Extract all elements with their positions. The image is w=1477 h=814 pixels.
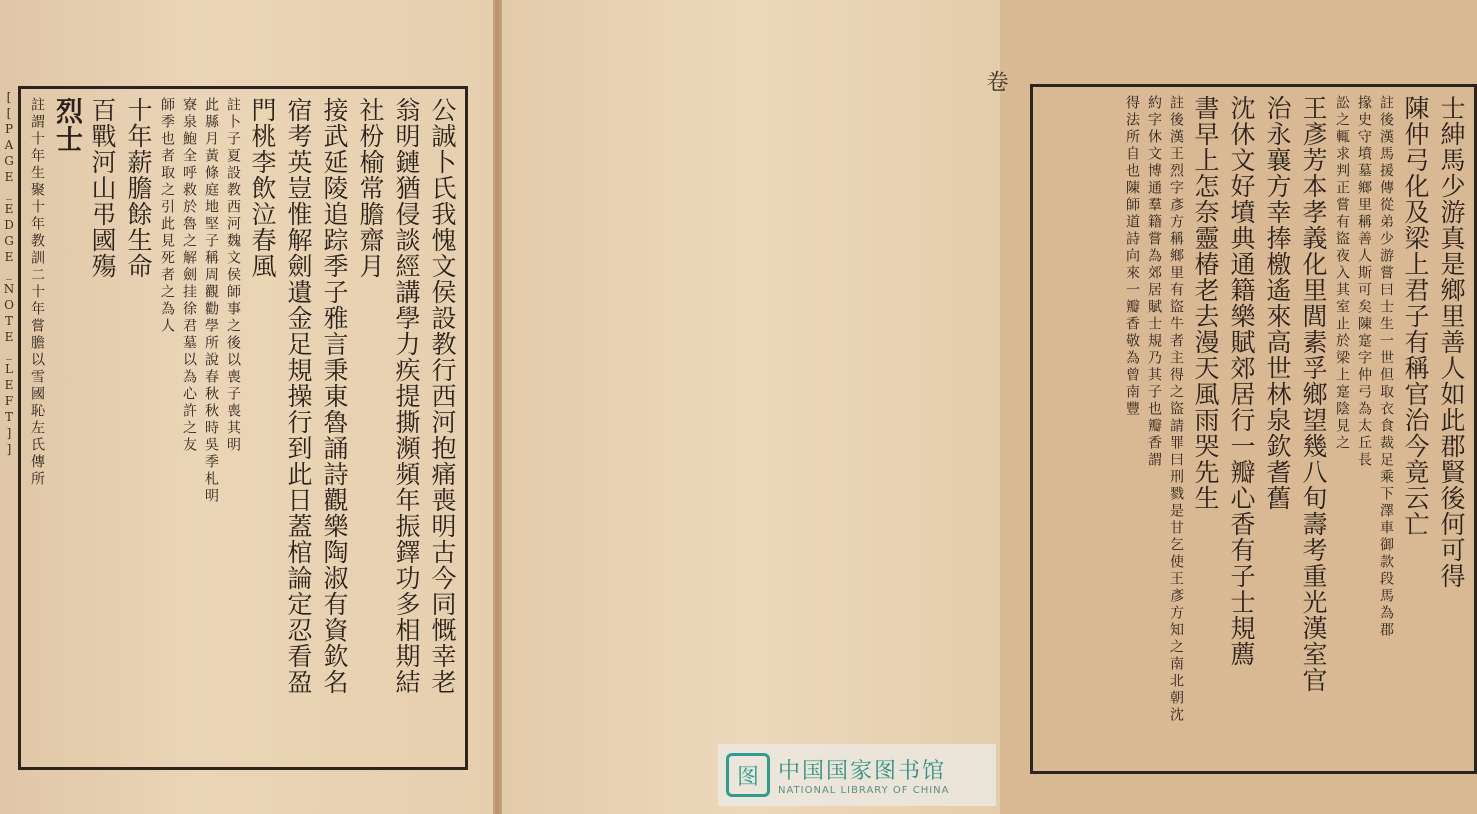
left-text-column: 宿考英豈惟解劍遺金足規操行到此日蓋棺論定忍看盈 bbox=[284, 97, 313, 695]
left-text-column: 社枌榆常膽齋月 bbox=[356, 97, 385, 279]
left-text-column: 寮泉鮑全呼救於魯之解劍挂徐君墓以為心許之友 bbox=[181, 97, 197, 454]
right-text-column: 約字休文博通羣籍嘗為郊居賦士規乃其子也瓣香謂 bbox=[1146, 95, 1162, 469]
right-text-column: 掾史守墳墓鄉里稱善人斯可矣陳寔字仲弓為太丘長 bbox=[1356, 95, 1372, 469]
library-watermark bbox=[718, 744, 996, 806]
right-text-column: 陳仲弓化及梁上君子有稱官治今竟云亡 bbox=[1401, 95, 1430, 537]
left-text-column: 百戰河山弔國殤 bbox=[88, 97, 117, 279]
right-columns bbox=[1041, 95, 1466, 763]
left-text-column: 公誠卜氏我愧文侯設教行西河抱痛喪明古今同慨幸老 bbox=[428, 97, 457, 695]
book-gutter bbox=[493, 0, 502, 814]
library-logo-icon: 图 bbox=[726, 753, 770, 797]
left-margin-note: [[PAGE_EDGE_NOTE_LEFT]] bbox=[2, 90, 16, 458]
left-text-column: 接武延陵追踪季子雅言秉東魯誦詩觀樂陶淑有資欽名 bbox=[320, 97, 349, 695]
left-text-column: 註謂十年生聚十年教訓二十年嘗膽以雪國恥左氏傳所 bbox=[29, 97, 45, 488]
left-text-column: 門桃李飲泣春風 bbox=[248, 97, 277, 279]
left-text-column: 十年薪膽餘生命 bbox=[124, 97, 153, 279]
watermark-chinese: 中国国家图书馆 bbox=[778, 759, 947, 784]
right-text-column: 沈休文好墳典通籍樂賦郊居行一瓣心香有子士規薦 bbox=[1227, 95, 1256, 667]
right-text-column: 王彥芳本孝義化里閭素孚鄉望幾八旬壽考重光漢室官 bbox=[1299, 95, 1328, 693]
left-text-column: 師季也者取之引此見死者之為人 bbox=[159, 97, 175, 335]
right-text-frame bbox=[1030, 84, 1477, 774]
left-text-column: 註卜子夏設教西河魏文侯師事之後以喪子喪其明 bbox=[225, 97, 241, 454]
left-text-frame bbox=[18, 86, 468, 770]
right-text-column: 書早上怎奈靈椿老去漫天風雨哭先生 bbox=[1191, 95, 1220, 511]
right-text-column: 註後漢馬援傳從弟少游嘗曰士生一世但取衣食裁足乘下澤車御款段馬為郡 bbox=[1378, 95, 1394, 639]
left-text-column: 烈士 bbox=[51, 97, 82, 153]
watermark-english: NATIONAL LIBRARY OF CHINA bbox=[778, 785, 950, 796]
right-text-column: 士紳馬少游真是鄉里善人如此郡賢後何可得 bbox=[1437, 95, 1466, 589]
right-text-column: 得法所自也陳師道詩向來一瓣香敬為曾南豐 bbox=[1124, 95, 1140, 418]
left-text-column: 翁明鏈猶侵談經講學力疾提撕瀕頻年振鐸功多相期結 bbox=[392, 97, 421, 695]
right-page bbox=[502, 0, 1466, 814]
left-text-column: 此縣月黃條庭地堅子稱周觀勸學所說春秋秋時吳季札明 bbox=[203, 97, 219, 505]
right-margin-note: 卷 bbox=[983, 70, 1008, 92]
right-text-column: 治永襄方幸捧檄遙來高世林泉欽耆舊 bbox=[1263, 95, 1292, 511]
right-text-column: 訟之輒求判正嘗有盜夜入其室止於梁上寔陰見之 bbox=[1334, 95, 1350, 452]
watermark-text bbox=[778, 754, 949, 796]
left-page bbox=[0, 0, 493, 814]
right-text-column: 註後漢王烈字彥方稱鄉里有盜牛者主得之盜請罪曰刑戮是甘乞使王彥方知之南北朝沈 bbox=[1168, 95, 1184, 724]
left-columns bbox=[29, 97, 457, 759]
